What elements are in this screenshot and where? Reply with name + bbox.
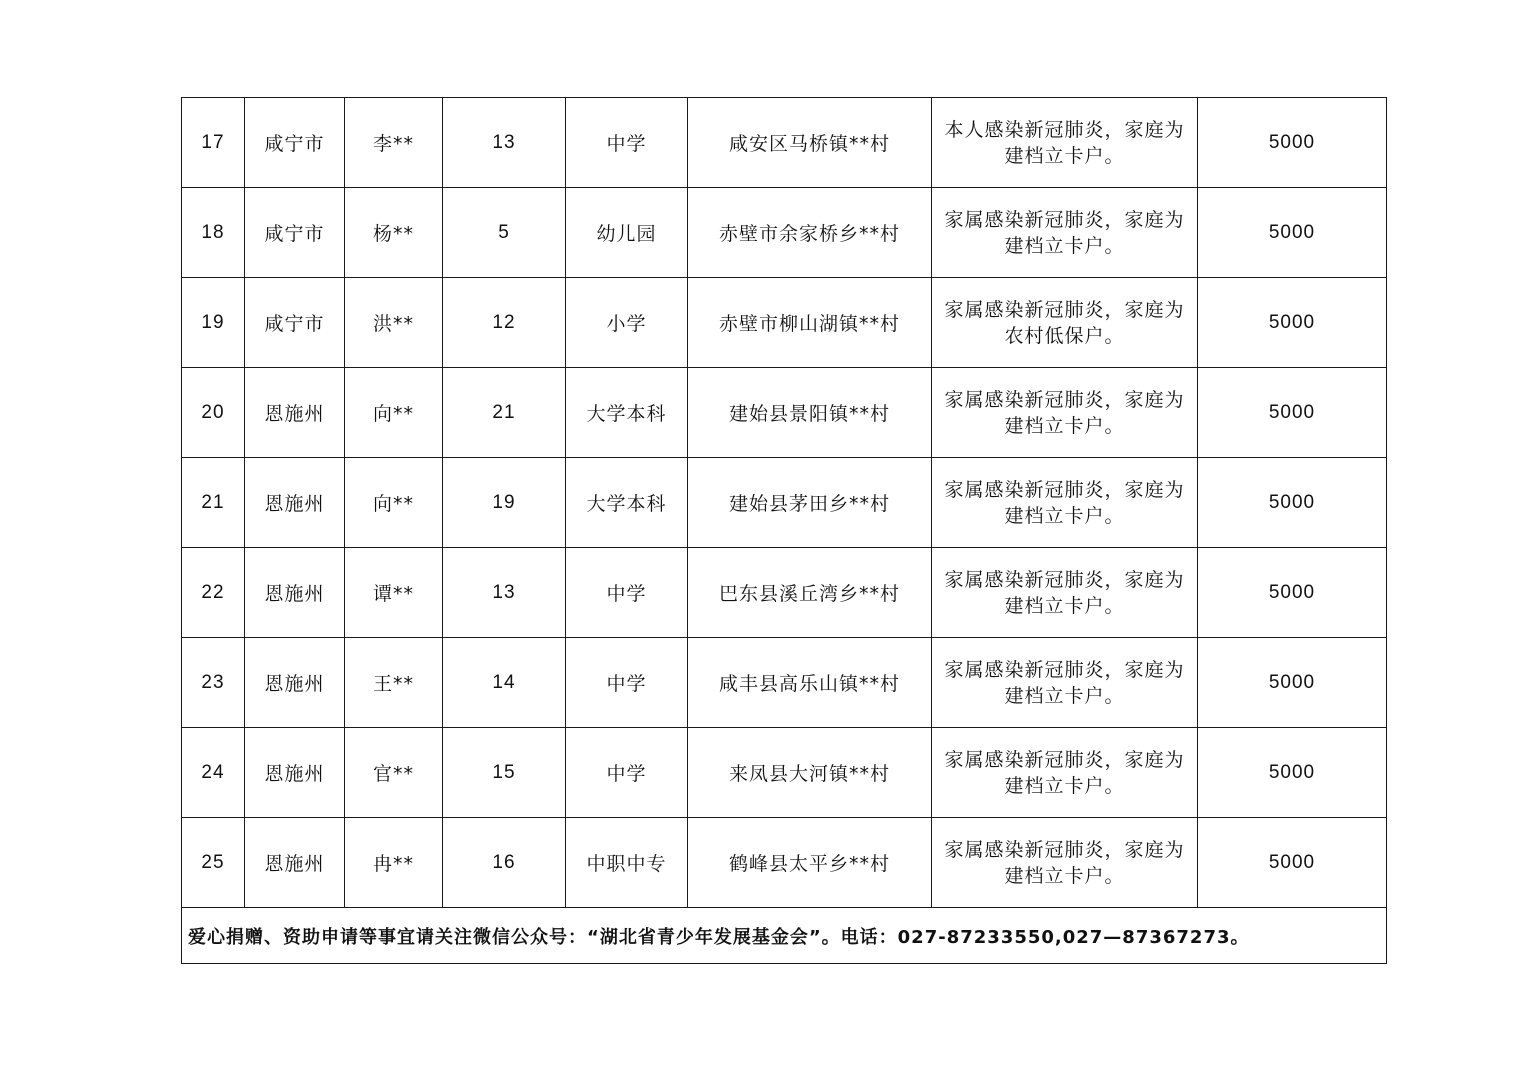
age-cell: 12 — [443, 278, 566, 368]
reason-text: 本人感染新冠肺炎，家庭为建档立卡户。 — [944, 118, 1185, 167]
amount-cell: 5000 — [1198, 548, 1387, 638]
row-number: 19 — [182, 278, 245, 368]
city-cell: 咸宁市 — [245, 188, 345, 278]
name-cell: 王** — [345, 638, 443, 728]
address-cell: 咸丰县高乐山镇**村 — [688, 638, 932, 728]
city-cell: 恩施州 — [245, 638, 345, 728]
row-number: 22 — [182, 548, 245, 638]
table-row — [182, 278, 1387, 368]
city-cell: 恩施州 — [245, 818, 345, 908]
school-level-cell: 中学 — [566, 728, 688, 818]
school-level-cell: 中学 — [566, 98, 688, 188]
name-cell: 向** — [345, 458, 443, 548]
table-row — [182, 548, 1387, 638]
footer-row — [182, 908, 1387, 964]
age-cell: 21 — [443, 368, 566, 458]
amount-cell: 5000 — [1198, 368, 1387, 458]
row-number: 21 — [182, 458, 245, 548]
name-cell: 洪** — [345, 278, 443, 368]
name-cell: 谭** — [345, 548, 443, 638]
amount-cell: 5000 — [1198, 638, 1387, 728]
name-cell: 李** — [345, 98, 443, 188]
reason-cell — [932, 188, 1198, 278]
name-cell: 冉** — [345, 818, 443, 908]
table-body — [182, 98, 1387, 908]
reason-cell — [932, 98, 1198, 188]
reason-text: 家属感染新冠肺炎，家庭为建档立卡户。 — [944, 838, 1185, 887]
address-cell: 赤壁市柳山湖镇**村 — [688, 278, 932, 368]
age-cell: 5 — [443, 188, 566, 278]
row-number: 25 — [182, 818, 245, 908]
amount-cell: 5000 — [1198, 188, 1387, 278]
reason-text: 家属感染新冠肺炎，家庭为农村低保户。 — [944, 298, 1185, 347]
city-cell: 咸宁市 — [245, 98, 345, 188]
table-row — [182, 728, 1387, 818]
amount-cell: 5000 — [1198, 98, 1387, 188]
table-row — [182, 458, 1387, 548]
reason-text: 家属感染新冠肺炎，家庭为建档立卡户。 — [944, 568, 1185, 617]
address-cell: 赤壁市余家桥乡**村 — [688, 188, 932, 278]
school-level-cell: 大学本科 — [566, 458, 688, 548]
amount-cell: 5000 — [1198, 458, 1387, 548]
reason-text: 家属感染新冠肺炎，家庭为建档立卡户。 — [944, 748, 1185, 797]
school-level-cell: 大学本科 — [566, 368, 688, 458]
reason-text: 家属感染新冠肺炎，家庭为建档立卡户。 — [944, 388, 1185, 437]
age-cell: 13 — [443, 548, 566, 638]
table-row — [182, 638, 1387, 728]
name-cell: 官** — [345, 728, 443, 818]
table-row — [182, 188, 1387, 278]
address-cell: 建始县茅田乡**村 — [688, 458, 932, 548]
school-level-cell: 中学 — [566, 638, 688, 728]
row-number: 18 — [182, 188, 245, 278]
age-cell: 16 — [443, 818, 566, 908]
city-cell: 恩施州 — [245, 728, 345, 818]
address-cell: 咸安区马桥镇**村 — [688, 98, 932, 188]
row-number: 17 — [182, 98, 245, 188]
school-level-cell: 中学 — [566, 548, 688, 638]
row-number: 23 — [182, 638, 245, 728]
amount-cell: 5000 — [1198, 818, 1387, 908]
address-cell: 巴东县溪丘湾乡**村 — [688, 548, 932, 638]
city-cell: 恩施州 — [245, 368, 345, 458]
city-cell: 咸宁市 — [245, 278, 345, 368]
reason-cell — [932, 278, 1198, 368]
table-row — [182, 98, 1387, 188]
address-cell: 来凤县大河镇**村 — [688, 728, 932, 818]
reason-text: 家属感染新冠肺炎，家庭为建档立卡户。 — [944, 658, 1185, 707]
reason-cell — [932, 548, 1198, 638]
table-row — [182, 818, 1387, 908]
name-cell: 向** — [345, 368, 443, 458]
reason-cell — [932, 638, 1198, 728]
city-cell: 恩施州 — [245, 548, 345, 638]
school-level-cell: 小学 — [566, 278, 688, 368]
row-number: 20 — [182, 368, 245, 458]
reason-text: 家属感染新冠肺炎，家庭为建档立卡户。 — [944, 208, 1185, 257]
table-row — [182, 368, 1387, 458]
age-cell: 14 — [443, 638, 566, 728]
name-cell: 杨** — [345, 188, 443, 278]
aid-recipient-table — [181, 97, 1387, 964]
reason-cell — [932, 368, 1198, 458]
reason-cell — [932, 818, 1198, 908]
address-cell: 鹤峰县太平乡**村 — [688, 818, 932, 908]
contact-note: 爱心捐赠、资助申请等事宜请关注微信公众号：“湖北省青少年发展基金会”。电话：027-87233550,027—87367273。 — [182, 908, 1387, 964]
city-cell: 恩施州 — [245, 458, 345, 548]
school-level-cell: 中职中专 — [566, 818, 688, 908]
reason-cell — [932, 458, 1198, 548]
age-cell: 15 — [443, 728, 566, 818]
age-cell: 13 — [443, 98, 566, 188]
address-cell: 建始县景阳镇**村 — [688, 368, 932, 458]
school-level-cell: 幼儿园 — [566, 188, 688, 278]
amount-cell: 5000 — [1198, 278, 1387, 368]
reason-text: 家属感染新冠肺炎，家庭为建档立卡户。 — [944, 478, 1185, 527]
reason-cell — [932, 728, 1198, 818]
row-number: 24 — [182, 728, 245, 818]
age-cell: 19 — [443, 458, 566, 548]
amount-cell: 5000 — [1198, 728, 1387, 818]
